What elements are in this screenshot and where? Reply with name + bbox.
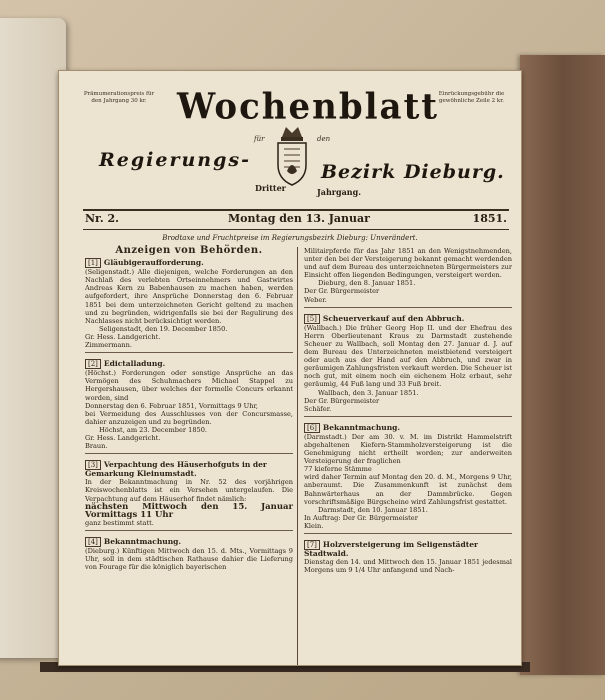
notice-number: [2] [85,359,101,369]
notice-7 [304,540,512,577]
notice-heading: Verpachtung des Häuserhofguts in der Gemarkung Kleinumstadt. [85,460,267,479]
notice-date: Seligenstadt, den 19. December 1850. [99,324,228,333]
coat-of-arms-icon [272,123,312,187]
book-spine [520,55,605,675]
notice-signature-name: Braun. [85,442,108,451]
notice-heading: Bekanntmachung. [103,536,182,546]
notice-4 [85,537,293,574]
right-column [304,247,512,665]
region-left: Regierungs- [99,149,251,171]
bread-price-notice: Brodtaxe und Fruchtpreise im Regierungsbezirk Dieburg: Unverändert. [162,234,418,242]
notice-text: Donnerstag den 6. Februar 1851, Vormittags 9 Uhr, [85,401,259,410]
notice-text: bei Vermeidung des Ausschlusses von der Concursmasse, dahier anzuzeigen und zu begründen. [85,409,293,426]
subscription-price: Prämumerationspreis für den Jahrgang 30 kr. [83,91,155,104]
notice-signature-name: Weber. [304,295,327,304]
notice-4-continued [304,247,512,308]
notice-text: In der Bekanntmachung in Nr. 52 des vorjährigen Kreiswochenblatts ist ein Versehen untergelaufen. Die Verpachtung auf dem Häuserhof findet nämlich: [85,478,293,503]
notice-signature-name: Schäfer. [304,404,332,413]
notice-highlight: 77 kieferne Stämme [304,465,372,474]
section-title: Anzeigen von Behörden. [115,245,263,256]
volume-label: Jahrgang. [317,187,361,197]
volume-ordinal: Dritter [255,183,286,193]
masthead [59,71,521,201]
notice-signature: Gr. Hess. Landgericht. [85,332,161,341]
notice-heading: Bekanntmachung. [322,422,401,432]
left-column [85,247,293,665]
notice-text: Militairpferde für das Jahr 1851 an den Wenigstnehmenden, unter den bei der Versteigerung bekannt gemacht werdenden und auf dem Bureau des unterzeichneten Bürgermeisters zur Einsicht offen liegenden Bedingungen, versteigert werden. [304,247,512,280]
region-right: Bezirk Dieburg. [321,161,505,183]
notice-number: [7] [304,540,320,550]
insertion-fee: Einrückungsgebühr die gewöhnliche Zeile 2 kr. [438,91,505,104]
issue-year: 1851. [472,212,507,225]
notice-signature: In Auftrag: Der Gr. Bürgermeister [304,513,418,522]
notice-number: [1] [85,258,101,268]
notice-heading: Scheuerverkauf auf den Abbruch. [322,313,465,323]
book-cover [0,18,66,658]
notice-number: [5] [304,314,320,324]
notice-number: [6] [304,423,320,433]
issue-date: Montag den 13. Januar [228,212,370,225]
notice-highlight: nächsten Mittwoch den 15. Januar Vormittags 11 Uhr [85,501,293,520]
notice-signature: Der Gr. Bürgermeister [304,287,380,296]
notice-text: (Wallbach.) Die früher Georg Hop II. und der Ehefrau des Herrn Oberlieutenant Kraus zu Darmstadt zustehende Scheuer zu Wallbach, soll Montag den 27. Januar d. J. auf dem Bureau des Unterzeichneten meistbietend versteigert oder auch aus der Hand auf den Abbruch, und zwar in geräumigen Zahlungsfristen verkauft werden. Die Scheuer ist noch gut, mit einem noch ein eichenem Holz erbaut, sehr geräumig, 44 Fuß lang und 33 Fuß breit. [304,323,512,389]
notice-text: (Dieburg.) Künftigen Mittwoch den 15. d. Mts., Vormittags 9 Uhr, soll in dem städtischen Rathause dahier die Lieferung von Fourage für die königlich bayerischen [85,547,293,572]
notice-text: wird daher Termin auf Montag den 20. d. M., Morgens 9 Uhr, anberaumt. Die Zusammenkunft ist zunächst dem Bahnwärterhaus an der Dammbrücke. Gegen vorschriftsmäßige Bürgscheine wird Zahlungsfrist gestattet. [304,473,512,506]
issue-number: Nr. 2. [85,212,119,225]
notice-signature-name: Klein. [304,521,324,530]
notice-text: Dienstag den 14. und Mittwoch den 15. Januar 1851 jedesmal Morgens um 9 1/4 Uhr anfangend und Nach- [304,558,512,575]
notice-1 [85,258,293,353]
word-fuer: für [254,135,265,143]
word-den: den [317,135,331,143]
notice-date: Wallbach, den 3. Januar 1851. [318,388,419,397]
notice-6 [304,423,512,534]
notice-text: (Seligenstadt.) Alle diejenigen, welche Forderungen an den Nachlaß des verlebten Ortseinnehmers und Gastwirtes Andreas Kern zu Babenhausen zu machen haben, werden aufgefordert, ihre Ansprüche Donnerstag den 6. Februar 1851 bei dem unterzeichneten Gericht geltend zu machen und zu begründen, widrigenfalls sie bei der Regulirung des Nachlasses nicht berücksichtigt werden. [85,268,293,325]
notice-number: [4] [85,537,101,547]
notice-5 [304,314,512,417]
notice-2 [85,359,293,454]
notice-heading: Gläubigeraufforderung. [103,258,204,268]
newspaper-title: Wochenblatt [177,86,439,128]
notice-text: (Höchst.) Forderungen oder sonstige Ansprüche an das Vermögen des Schuhmachers Michael Stappel zu Hergershausen, über welches der formelle Concurs erkannt worden, sind [85,369,293,402]
notice-date: Darmstadt, den 10. Januar 1851. [318,505,428,514]
notice-text: (Darmstadt.) Der am 30. v. M. im Distrikt Hammelstrift abgehaltenen Kiefern-Stammholzversteigerung ist die Genehmigung nicht ertheilt worden; zur anderweiten Versteigerung der fraglichen [304,432,512,466]
notice-heading: Edictalladung. [103,359,166,369]
column-divider [297,247,298,665]
notice-signature: Der Gr. Bürgermeister [304,396,380,405]
notice-number: [3] [85,460,101,470]
notice-date: Höchst, am 23. December 1850. [99,425,208,434]
notice-3 [85,460,293,531]
notice-signature: Gr. Hess. Landgericht. [85,433,161,442]
notice-signature-name: Zimmermann. [85,341,133,350]
newspaper-page [58,70,522,666]
notice-date: Dieburg, den 8. Januar 1851. [318,279,416,288]
dateline [83,209,509,230]
notice-text: ganz bestimmt statt. [85,518,154,527]
notice-heading: Holzversteigerung im Seligenstädter Stadtwald. [304,540,478,559]
